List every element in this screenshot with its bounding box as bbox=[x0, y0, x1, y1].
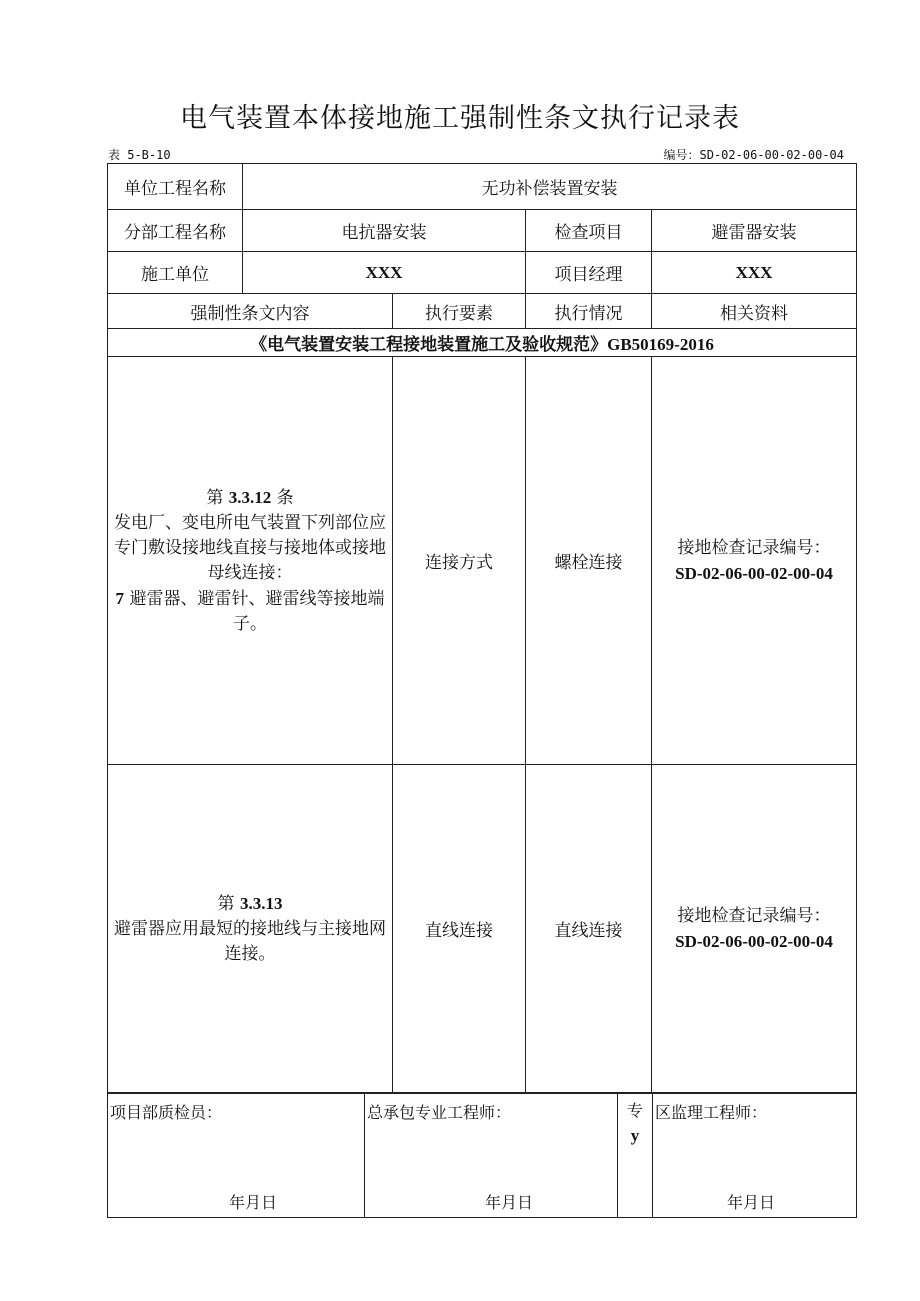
contractor-value: XXX bbox=[243, 252, 526, 294]
pm-label: 项目经理 bbox=[526, 252, 652, 294]
docs-label: 接地检查记录编号： bbox=[677, 537, 831, 558]
row-sub-project bbox=[108, 210, 857, 252]
clause-number-prefix: 第 bbox=[206, 487, 229, 508]
gc-date: 年月日 bbox=[485, 1193, 534, 1212]
standard-reference bbox=[108, 329, 857, 357]
supervisor-date: 年月日 bbox=[727, 1193, 776, 1212]
clause-number: 3.3.12 bbox=[228, 487, 272, 507]
qc-label: 项目部质检员： bbox=[110, 1103, 223, 1122]
unit-project-label: 单位工程名称 bbox=[108, 164, 243, 210]
supervisor-label: 区监理工程师： bbox=[655, 1103, 768, 1122]
row-contractor bbox=[108, 252, 857, 294]
sub-project-value: 电抗器安装 bbox=[243, 210, 526, 252]
row-column-headers bbox=[108, 294, 857, 329]
pm-value: XXX bbox=[652, 252, 857, 294]
clause-text: 发电厂、变电所电气装置下列部位应专门敷设接地线直接与接地体或接地母线连接： bbox=[114, 512, 386, 583]
clause-docs bbox=[652, 357, 857, 765]
inspect-item-value: 避雷器安装 bbox=[652, 210, 857, 252]
clause-element: 直线连接 bbox=[393, 765, 526, 1093]
row-standard bbox=[108, 329, 857, 357]
docs-code: SD-02-06-00-02-00-04 bbox=[675, 931, 833, 951]
standard-text: 《电气装置安装工程接地装置施工及验收规范》GB50169-2016 bbox=[250, 335, 714, 354]
clause-item-text: 避雷器、避雷针、避雷线等接地端子。 bbox=[124, 588, 385, 634]
clause-content bbox=[108, 765, 393, 1093]
clause-element: 连接方式 bbox=[393, 357, 526, 765]
contractor-label: 施工单位 bbox=[108, 252, 243, 294]
docs-code: SD-02-06-00-02-00-04 bbox=[675, 563, 833, 583]
clause-content bbox=[108, 357, 393, 765]
clause-row bbox=[108, 765, 857, 1093]
col-header-docs: 相关资料 bbox=[652, 294, 857, 329]
sub-project-label: 分部工程名称 bbox=[108, 210, 243, 252]
row-unit-project bbox=[108, 164, 857, 210]
qc-date: 年月日 bbox=[229, 1193, 278, 1212]
clause-number: 3.3.13 bbox=[239, 893, 283, 913]
inspect-item-label: 检查项目 bbox=[526, 210, 652, 252]
clause-number-suffix: 条 bbox=[271, 487, 294, 508]
col-header-status: 执行情况 bbox=[526, 294, 652, 329]
clause-status: 螺栓连接 bbox=[526, 357, 652, 765]
table-number: 表 5-B-10 bbox=[108, 148, 171, 162]
clause-docs bbox=[652, 765, 857, 1093]
docs-label: 接地检查记录编号： bbox=[677, 905, 831, 926]
gc-signature-cell bbox=[365, 1094, 618, 1218]
unit-project-value: 无功补偿装置安装 bbox=[243, 164, 857, 210]
qc-signature-cell bbox=[108, 1094, 365, 1218]
narrow-char-2: y bbox=[630, 1126, 640, 1145]
serial-number: 编号：SD-02-06-00-02-00-04 bbox=[663, 148, 844, 162]
narrow-char-1: 专 bbox=[626, 1101, 643, 1120]
page-title: 电气装置本体接地施工强制性条文执行记录表 bbox=[180, 103, 740, 134]
clause-number-prefix: 第 bbox=[217, 893, 240, 914]
signature-table bbox=[107, 1093, 857, 1218]
clause-item-number: 7 bbox=[115, 588, 125, 608]
gc-label: 总承包专业工程师： bbox=[367, 1103, 512, 1122]
clause-status: 直线连接 bbox=[526, 765, 652, 1093]
narrow-cell bbox=[618, 1094, 653, 1218]
col-header-element: 执行要素 bbox=[393, 294, 526, 329]
supervisor-signature-cell bbox=[653, 1094, 857, 1218]
clause-row bbox=[108, 357, 857, 765]
clause-text: 避雷器应用最短的接地线与主接地网连接。 bbox=[114, 918, 386, 964]
col-header-content: 强制性条文内容 bbox=[108, 294, 393, 329]
record-table bbox=[107, 163, 857, 1093]
